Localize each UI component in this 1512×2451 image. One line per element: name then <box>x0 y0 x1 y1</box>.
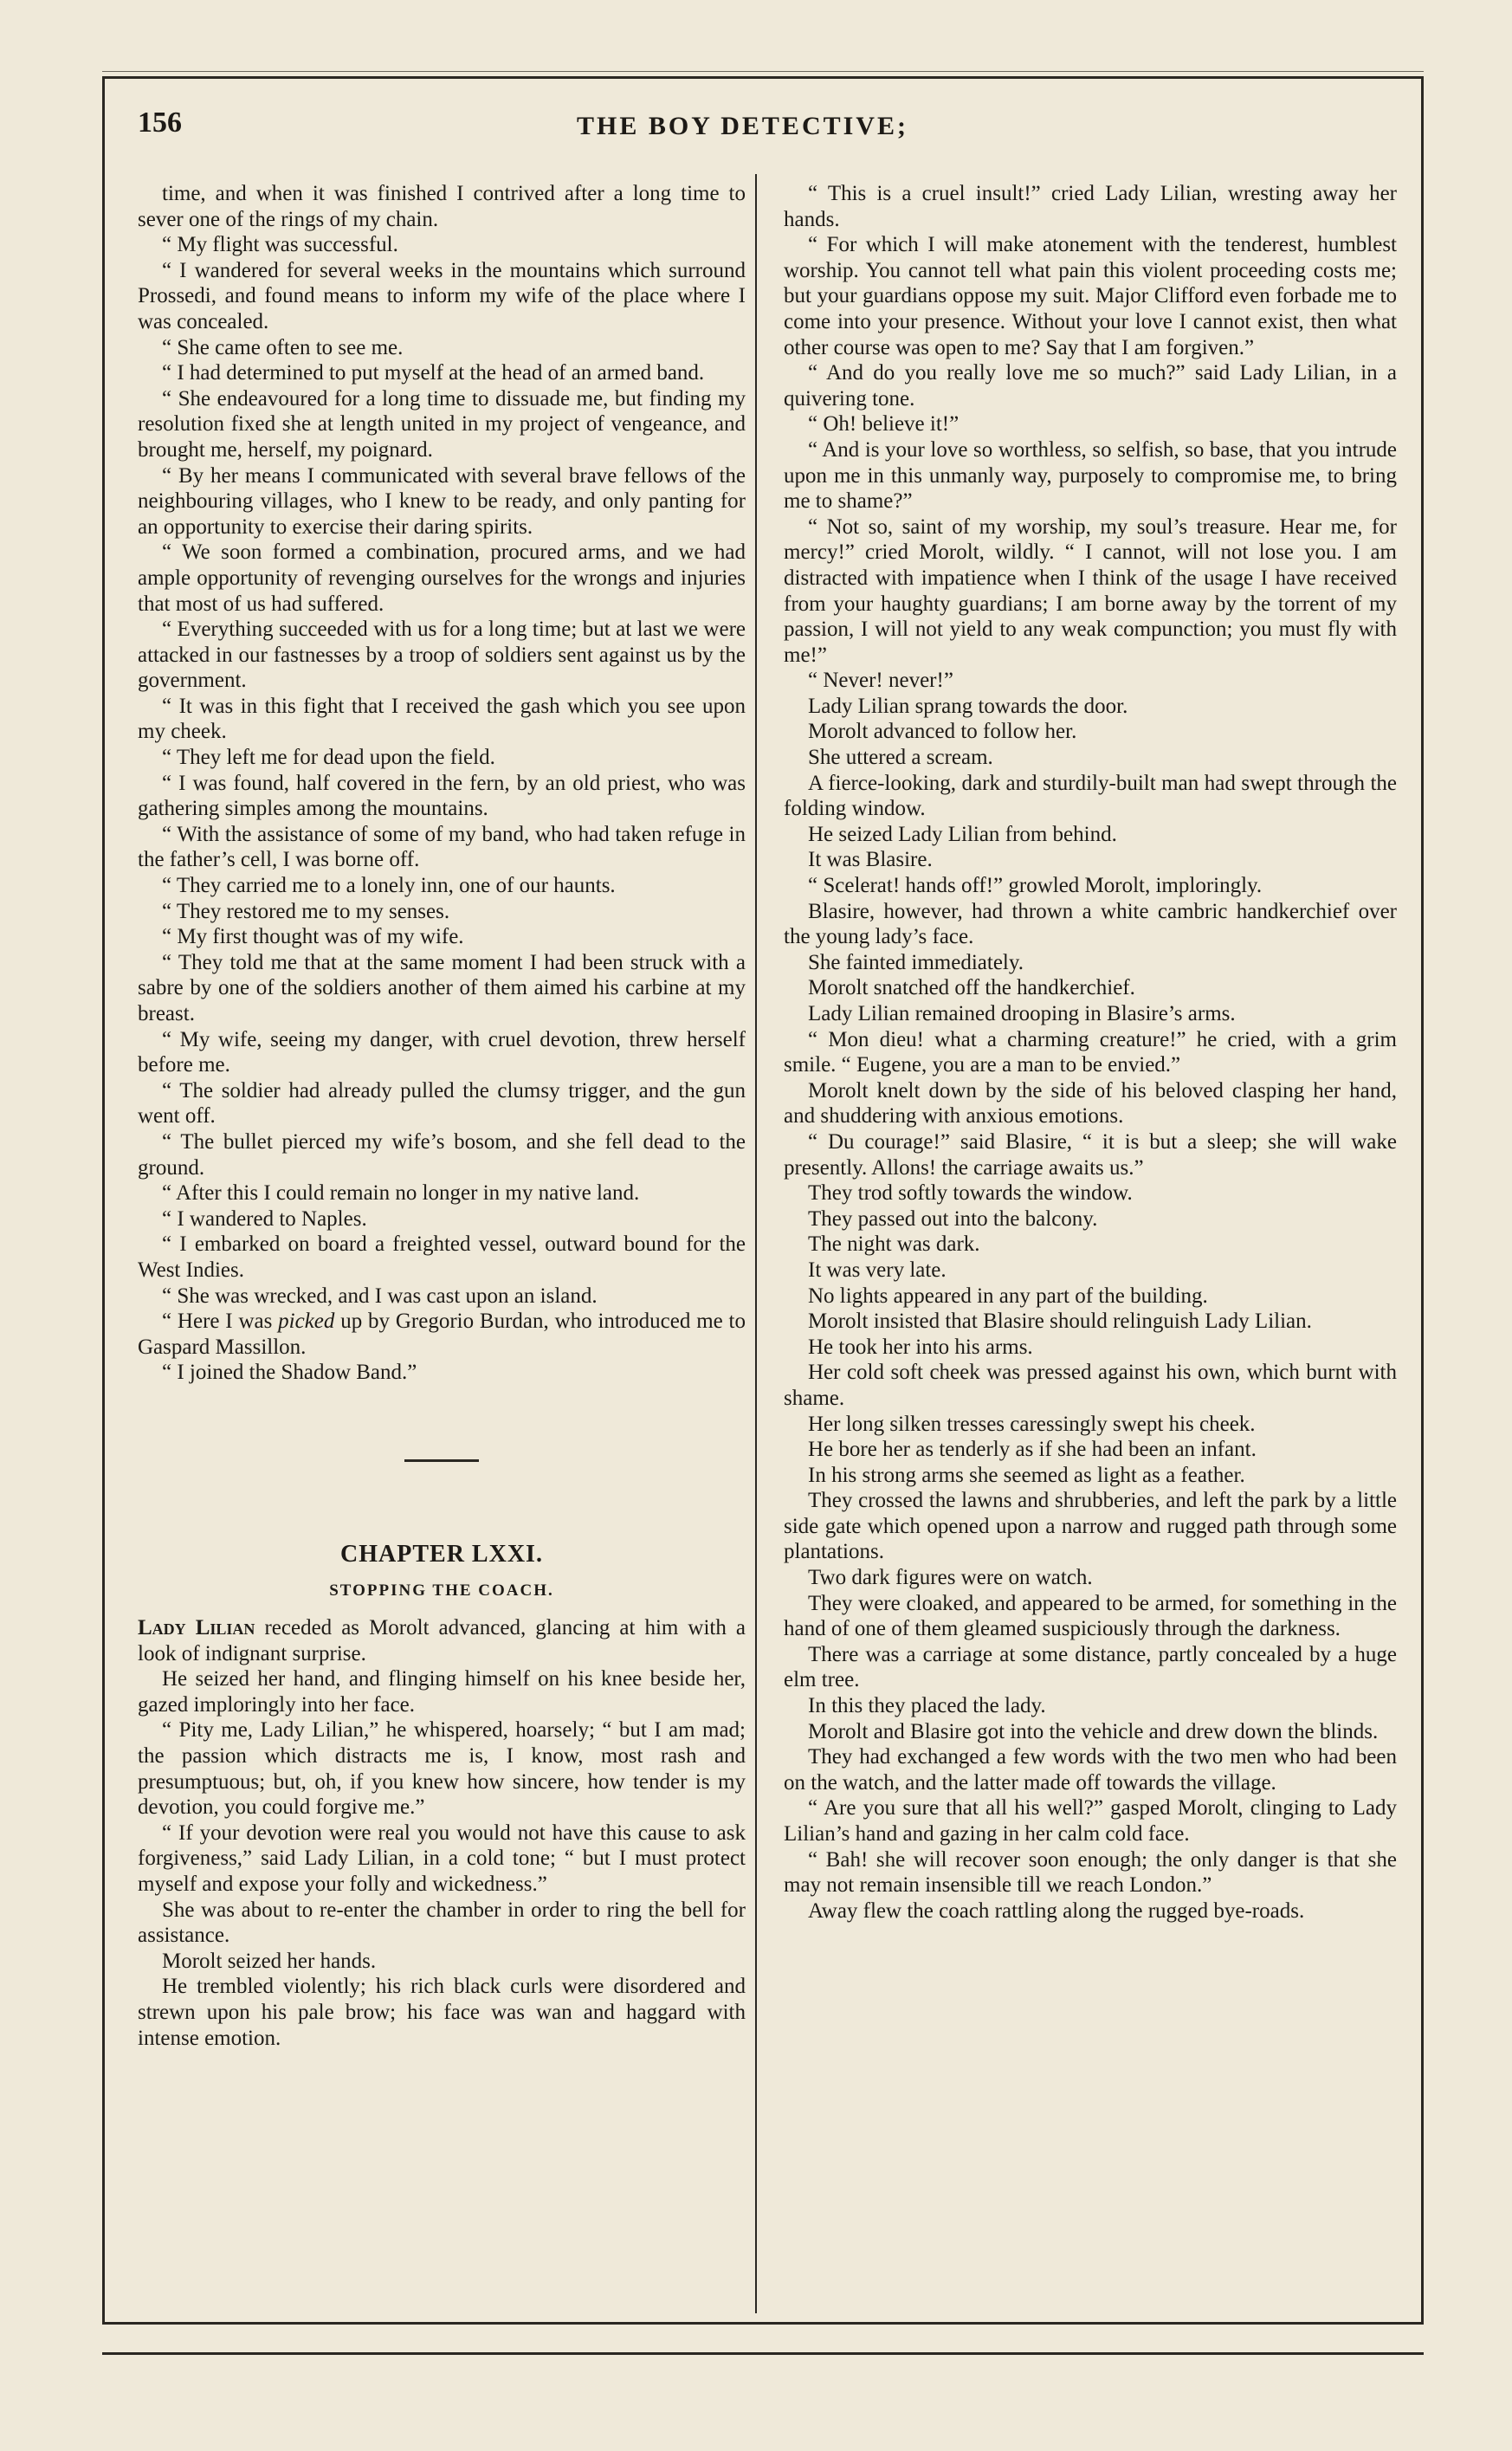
paragraph: Away flew the coach rattling along the rugged bye-roads. <box>808 1898 1305 1923</box>
paragraph: Lady Lilian sprang towards the door. <box>808 694 1128 718</box>
paragraph: They had exchanged a few words with the two men who had been on the watch, and the latter made off towards the village. <box>784 1745 1397 1795</box>
page-frame <box>102 76 1424 2325</box>
paragraph: “ I had determined to put myself at the head of an armed band. <box>162 361 705 385</box>
paragraph: Her cold soft cheek was pressed against his own, which burnt with shame. <box>784 1361 1397 1410</box>
paragraph: Two dark figures were on watch. <box>808 1566 1093 1590</box>
paragraph: “ By her means I communicated with several brave fellows of the neighbouring villages, who I knew to be ready, and only panting for an opportunity to exercise their daring spirits. <box>138 463 746 539</box>
paragraph: Morolt advanced to follow her. <box>808 720 1077 744</box>
paragraph: He seized her hand, and flinging himself on his knee beside her, gazed imploringly into her face. <box>138 1667 746 1717</box>
column-divider <box>755 174 757 2313</box>
paragraph: It was Blasire. <box>808 848 933 872</box>
paragraph: “ Never! never!” <box>808 669 953 693</box>
paragraph: “ And do you really love me so much?” said Lady Lilian, in a quivering tone. <box>784 361 1397 411</box>
paragraph: “ My wife, seeing my danger, with cruel devotion, threw herself before me. <box>138 1027 746 1077</box>
paragraph: “ Everything succeeded with us for a long time; but at last we were attacked in our fastnesses by a troop of soldiers sent against us by the government. <box>138 618 746 693</box>
right-column <box>784 181 1397 1924</box>
paragraph: She fainted immediately. <box>808 950 1024 974</box>
paragraph: “ This is a cruel insult!” cried Lady Lilian, wresting away her hands. <box>784 182 1397 231</box>
paragraph: “ After this I could remain no longer in my native land. <box>162 1181 640 1206</box>
paragraph: “ Mon dieu! what a charming creature!” he cried, with a grim smile. “ Eugene, you are a man to be envied.” <box>784 1027 1397 1077</box>
paragraph: She was about to re-enter the chamber in order to ring the bell for assistance. <box>138 1898 746 1948</box>
paragraph: “ They told me that at the same moment I had been struck with a sabre by one of the soldiers another of them aimed his carbine at my breast. <box>138 950 746 1025</box>
paragraph: It was very late. <box>808 1258 947 1282</box>
paragraph: “ They restored me to my senses. <box>162 899 450 923</box>
paragraph: “ For which I will make atonement with the tenderest, humblest worship. You cannot tell what pain this violent proceeding costs me; but your guardians oppose my suit. Major Clifford even forbade me to come into your presence. Without your love I cannot exist, then what other course was open to me? Say that I am forgiven.” <box>784 233 1397 359</box>
paragraph: “ Bah! she will recover soon enough; the only danger is that she may not remain insensible till we reach London.” <box>784 1847 1397 1898</box>
section-separator <box>404 1459 479 1462</box>
paragraph: Lady Lilian remained drooping in Blasire’s arms. <box>808 1002 1236 1025</box>
paragraph: “ If your devotion were real you would not have this cause to ask forgiveness,” said Lady Lilian, in a cold tone; “ but I must protect myself and expose your folly and wickedness.” <box>138 1820 746 1897</box>
paragraph: “ I wandered for several weeks in the mountains which surround Prossedi, and found means to inform my wife of the place where I was concealed. <box>138 258 746 333</box>
opening-name: Lady Lilian <box>138 1616 255 1640</box>
page-number: 156 <box>138 107 182 139</box>
paragraph: “ Not so, saint of my worship, my soul’s treasure. Hear me, for mercy!” cried Morolt, wildly. “ I cannot, will not lose you. I am distracted with impatience when I think of the usage I have received from your haughty guardians; I am borne away by the torrent of my passion, I will not yield to any weak compunction; you must fly with me!” <box>784 514 1397 667</box>
paragraph: They trod softly towards the window. <box>808 1181 1133 1206</box>
paragraph: “ Du courage!” said Blasire, “ it is but a sleep; she will wake presently. Allons! the carriage awaits us.” <box>784 1129 1397 1180</box>
bottom-rule <box>102 2352 1424 2355</box>
paragraph: Morolt and Blasire got into the vehicle and drew down the blinds. <box>808 1719 1379 1743</box>
paragraph: No lights appeared in any part of the building. <box>808 1284 1208 1308</box>
paragraph: “ The bullet pierced my wife’s bosom, and she fell dead to the ground. <box>138 1129 746 1180</box>
running-head: THE BOY DETECTIVE; <box>577 112 908 140</box>
paragraph: time, and when it was finished I contrived after a long time to sever one of the rings of my chain. <box>138 182 746 231</box>
paragraph: “ My first thought was of my wife. <box>162 925 464 949</box>
paragraph: “ Scelerat! hands off!” growled Morolt, imploringly. <box>808 874 1263 898</box>
paragraph: “ My flight was successful. <box>162 233 398 257</box>
paragraph-joined: “ I joined the Shadow Band.” <box>162 1361 417 1385</box>
chapter-subtitle: STOPPING THE COACH. <box>329 1581 554 1600</box>
paragraph: She uttered a scream. <box>808 746 993 770</box>
page-header <box>105 79 1421 176</box>
paragraph: “ She came often to see me. <box>162 335 404 359</box>
paragraph: They were cloaked, and appeared to be armed, for something in the hand of one of them gleamed suspiciously through the darkness. <box>784 1591 1397 1641</box>
paragraph: He took her into his arms. <box>808 1335 1033 1359</box>
paragraph: “ Pity me, Lady Lilian,” he whispered, hoarsely; “ but I am mad; the passion which distracts me is, I know, most rash and presumptuous; but, oh, if you knew how sincere, how tender is my devotion, you could forgive me.” <box>138 1718 746 1820</box>
left-paragraphs <box>138 181 746 1309</box>
paragraph: “ I was found, half covered in the fern, by an old priest, who was gathering simples among the mountains. <box>138 771 746 821</box>
paragraph: “ I embarked on board a freighted vessel, outward bound for the West Indies. <box>138 1232 746 1282</box>
paragraph: “ With the assistance of some of my band, who had taken refuge in the father’s cell, I was borne off. <box>138 822 746 872</box>
paragraph: “ And is your love so worthless, so selfish, so base, that you intrude upon me in this unmanly way, purposely to compromise me, to bring me to shame?” <box>784 437 1397 514</box>
paragraph: Morolt knelt down by the side of his beloved clasping her hand, and shuddering with anxious emotions. <box>784 1078 1397 1128</box>
paragraph: There was a carriage at some distance, partly concealed by a huge elm tree. <box>784 1642 1397 1692</box>
paragraph: “ They carried me to a lonely inn, one of our haunts. <box>162 874 616 898</box>
paragraph: He bore her as tenderly as if she had been an infant. <box>808 1438 1257 1462</box>
paragraph: “ Oh! believe it!” <box>808 412 960 437</box>
paragraph: “ We soon formed a combination, procured arms, and we had ample opportunity of revenging ourselves for the wrongs and injuries that most of us had suffered. <box>138 540 746 616</box>
paragraph: In his strong arms she seemed as light as a feather. <box>808 1463 1245 1487</box>
paragraph: “ They left me for dead upon the field. <box>162 746 495 770</box>
paragraph: Blasire, however, had thrown a white cambric handkerchief over the young lady’s face. <box>784 899 1397 949</box>
paragraph: In this they placed the lady. <box>808 1694 1046 1718</box>
paragraph: Morolt seized her hands. <box>162 1949 377 1973</box>
paragraph: “ She endeavoured for a long time to dissuade me, but finding my resolution fixed she at length united in my project of vengeance, and brought me, herself, my poignard. <box>138 386 746 462</box>
paragraph: They crossed the lawns and shrubberies, and left the park by a little side gate which opened upon a narrow and rugged path through some plantations. <box>784 1489 1397 1564</box>
chapter-paragraphs <box>138 1666 746 2051</box>
paragraph-picked: “ Here I was picked up by Gregorio Burdan, who introduced me to Gaspard Massillon. <box>138 1310 746 1359</box>
paragraph: “ She was wrecked, and I was cast upon an island. <box>162 1284 598 1308</box>
paragraph: A fierce-looking, dark and sturdily-built man had swept through the folding window. <box>784 771 1397 821</box>
paragraph: Morolt snatched off the handkerchief. <box>808 976 1135 1000</box>
chapter-opening: Lady Lilian receded as Morolt advanced, glancing at him with a look of indignant surprise. <box>138 1616 746 1665</box>
chapter-title: CHAPTER LXXI. <box>340 1540 543 1568</box>
paragraph: “ The soldier had already pulled the clumsy trigger, and the gun went off. <box>138 1078 746 1128</box>
paragraph: Her long silken tresses caressingly swept his cheek. <box>808 1412 1256 1436</box>
paragraph: They passed out into the balcony. <box>808 1206 1098 1231</box>
top-thin-rule <box>102 71 1424 72</box>
paragraph: The night was dark. <box>808 1232 980 1257</box>
paragraph: Morolt insisted that Blasire should relinguish Lady Lilian. <box>808 1310 1312 1334</box>
paragraph: “ Are you sure that all his well?” gasped Morolt, clinging to Lady Lilian’s hand and gazing in her calm cold face. <box>784 1796 1397 1846</box>
paragraph: “ It was in this fight that I received the gash which you see upon my cheek. <box>138 694 746 744</box>
paragraph: He seized Lady Lilian from behind. <box>808 822 1117 846</box>
left-column <box>138 181 746 2051</box>
paragraph: “ I wandered to Naples. <box>162 1206 367 1231</box>
right-paragraphs <box>784 181 1397 1924</box>
paragraph: He trembled violently; his rich black curls were disordered and strewn upon his pale brow; his face was wan and haggard with intense emotion. <box>138 1975 746 2050</box>
